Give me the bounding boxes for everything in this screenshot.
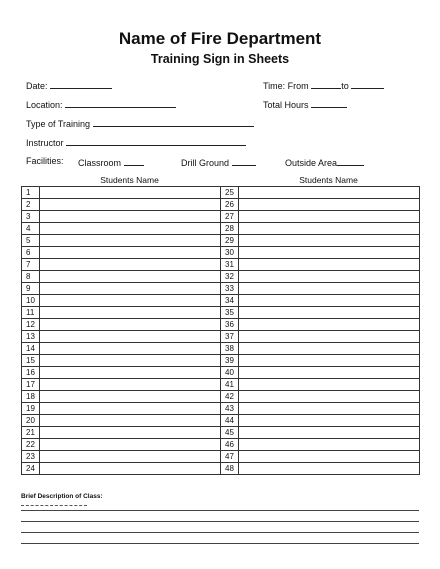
- row-number-left: 7: [22, 259, 40, 271]
- drill-ground-label: Drill Ground: [181, 158, 230, 168]
- classroom-field: [78, 156, 144, 168]
- student-name-cell-left[interactable]: [40, 187, 221, 199]
- row-number-right: 43: [221, 403, 239, 415]
- table-row: [22, 439, 420, 451]
- table-row: [22, 391, 420, 403]
- student-name-cell-right[interactable]: [239, 379, 420, 391]
- row-number-right: 32: [221, 271, 239, 283]
- row-number-left: 3: [22, 211, 40, 223]
- table-row: [22, 319, 420, 331]
- instructor-field: [26, 136, 246, 148]
- student-name-cell-right[interactable]: [239, 283, 420, 295]
- student-name-cell-right[interactable]: [239, 415, 420, 427]
- student-name-cell-right[interactable]: [239, 427, 420, 439]
- student-name-cell-right[interactable]: [239, 439, 420, 451]
- row-number-left: 20: [22, 415, 40, 427]
- student-name-cell-left[interactable]: [40, 331, 221, 343]
- description-line-3[interactable]: [21, 532, 419, 533]
- date-blank[interactable]: [50, 79, 112, 89]
- description-line-4[interactable]: [21, 543, 419, 544]
- outside-area-field: [285, 156, 364, 168]
- row-number-left: 6: [22, 247, 40, 259]
- table-row: [22, 355, 420, 367]
- table-row: [22, 295, 420, 307]
- table-row: [22, 343, 420, 355]
- description-line-2[interactable]: [21, 521, 419, 522]
- row-number-right: 28: [221, 223, 239, 235]
- table-row: [22, 223, 420, 235]
- location-label: Location:: [26, 100, 63, 110]
- facilities-label: Facilities:: [26, 156, 64, 166]
- student-name-cell-left[interactable]: [40, 271, 221, 283]
- table-row: [22, 367, 420, 379]
- classroom-label: Classroom: [78, 158, 122, 168]
- student-name-cell-right[interactable]: [239, 391, 420, 403]
- student-name-cell-left[interactable]: [40, 427, 221, 439]
- row-number-left: 11: [22, 307, 40, 319]
- row-number-left: 17: [22, 379, 40, 391]
- table-row: [22, 247, 420, 259]
- row-number-right: 42: [221, 391, 239, 403]
- student-name-cell-right[interactable]: [239, 259, 420, 271]
- row-number-right: 44: [221, 415, 239, 427]
- table-row: [22, 259, 420, 271]
- row-number-left: 8: [22, 271, 40, 283]
- page-subtitle: Training Sign in Sheets: [150, 52, 290, 66]
- student-name-cell-left[interactable]: [40, 295, 221, 307]
- row-number-right: 40: [221, 367, 239, 379]
- description-line-1[interactable]: [21, 510, 419, 511]
- student-name-cell-right[interactable]: [239, 211, 420, 223]
- row-number-left: 14: [22, 343, 40, 355]
- row-number-right: 33: [221, 283, 239, 295]
- row-number-left: 19: [22, 403, 40, 415]
- location-field: [26, 98, 176, 110]
- drill-ground-field: [181, 156, 256, 168]
- drill-ground-blank[interactable]: [232, 156, 256, 166]
- student-name-cell-left[interactable]: [40, 199, 221, 211]
- time-from-blank[interactable]: [311, 79, 341, 89]
- student-name-cell-left[interactable]: [40, 211, 221, 223]
- row-number-right: 27: [221, 211, 239, 223]
- row-number-right: 37: [221, 331, 239, 343]
- row-number-right: 35: [221, 307, 239, 319]
- row-number-right: 30: [221, 247, 239, 259]
- student-name-cell-left[interactable]: [40, 403, 221, 415]
- row-number-left: 18: [22, 391, 40, 403]
- student-name-cell-right[interactable]: [239, 367, 420, 379]
- instructor-label: Instructor: [26, 138, 64, 148]
- student-name-cell-left[interactable]: [40, 451, 221, 463]
- table-row: [22, 379, 420, 391]
- table-row: [22, 211, 420, 223]
- student-name-cell-right[interactable]: [239, 271, 420, 283]
- row-number-right: 38: [221, 343, 239, 355]
- student-name-cell-right[interactable]: [239, 307, 420, 319]
- date-field: [26, 79, 112, 91]
- total-hours-blank[interactable]: [311, 98, 347, 108]
- student-name-cell-right[interactable]: [239, 199, 420, 211]
- table-row: [22, 427, 420, 439]
- student-name-cell-left[interactable]: [40, 343, 221, 355]
- table-row: [22, 199, 420, 211]
- row-number-left: 13: [22, 331, 40, 343]
- time-field: [263, 79, 384, 91]
- row-number-left: 4: [22, 223, 40, 235]
- type-of-training-field: [26, 117, 254, 129]
- student-name-cell-left[interactable]: [40, 391, 221, 403]
- row-number-left: 24: [22, 463, 40, 475]
- type-of-training-label: Type of Training: [26, 119, 91, 129]
- student-name-cell-left[interactable]: [40, 235, 221, 247]
- student-name-cell-left[interactable]: [40, 259, 221, 271]
- students-name-header-right: Students Name: [299, 175, 358, 185]
- row-number-right: 26: [221, 199, 239, 211]
- student-name-cell-right[interactable]: [239, 355, 420, 367]
- row-number-right: 25: [221, 187, 239, 199]
- student-name-cell-left[interactable]: [40, 223, 221, 235]
- time-to-label: to: [341, 81, 349, 91]
- row-number-left: 22: [22, 439, 40, 451]
- row-number-left: 15: [22, 355, 40, 367]
- row-number-left: 10: [22, 295, 40, 307]
- row-number-right: 36: [221, 319, 239, 331]
- brief-description-label: Brief Description of Class:: [21, 493, 103, 500]
- table-row: [22, 451, 420, 463]
- student-name-cell-left[interactable]: [40, 283, 221, 295]
- total-hours-label: Total Hours: [263, 100, 309, 110]
- student-name-cell-right[interactable]: [239, 403, 420, 415]
- row-number-right: 47: [221, 451, 239, 463]
- student-name-cell-right[interactable]: [239, 451, 420, 463]
- row-number-left: 21: [22, 427, 40, 439]
- page-title: Name of Fire Department: [118, 29, 322, 48]
- instructor-blank[interactable]: [66, 136, 246, 146]
- student-name-cell-right[interactable]: [239, 331, 420, 343]
- student-name-cell-right[interactable]: [239, 187, 420, 199]
- sign-in-table: [21, 186, 420, 475]
- table-row: [22, 415, 420, 427]
- table-row: [22, 187, 420, 199]
- student-name-cell-left[interactable]: [40, 379, 221, 391]
- student-name-cell-right[interactable]: [239, 223, 420, 235]
- time-to-blank[interactable]: [351, 79, 384, 89]
- student-name-cell-left[interactable]: [40, 247, 221, 259]
- row-number-left: 2: [22, 199, 40, 211]
- description-dotted-line: [21, 505, 87, 506]
- type-of-training-blank[interactable]: [93, 117, 254, 127]
- student-name-cell-left[interactable]: [40, 463, 221, 475]
- row-number-left: 1: [22, 187, 40, 199]
- time-from-label: Time: From: [263, 81, 309, 91]
- student-name-cell-right[interactable]: [239, 343, 420, 355]
- row-number-left: 23: [22, 451, 40, 463]
- student-name-cell-right[interactable]: [239, 463, 420, 475]
- sign-in-table-body: [22, 187, 420, 475]
- row-number-right: 46: [221, 439, 239, 451]
- row-number-left: 16: [22, 367, 40, 379]
- row-number-left: 12: [22, 319, 40, 331]
- table-row: [22, 463, 420, 475]
- classroom-blank[interactable]: [124, 156, 144, 166]
- location-blank[interactable]: [65, 98, 176, 108]
- student-name-cell-right[interactable]: [239, 235, 420, 247]
- total-hours-field: [263, 98, 347, 110]
- table-row: [22, 331, 420, 343]
- table-row: [22, 403, 420, 415]
- students-name-header-left: Students Name: [100, 175, 159, 185]
- table-row: [22, 235, 420, 247]
- student-name-cell-left[interactable]: [40, 367, 221, 379]
- student-name-cell-left[interactable]: [40, 415, 221, 427]
- outside-area-blank[interactable]: [337, 156, 364, 166]
- student-name-cell-left[interactable]: [40, 439, 221, 451]
- student-name-cell-left[interactable]: [40, 307, 221, 319]
- student-name-cell-right[interactable]: [239, 247, 420, 259]
- date-label: Date:: [26, 81, 48, 91]
- row-number-left: 9: [22, 283, 40, 295]
- row-number-right: 31: [221, 259, 239, 271]
- row-number-right: 29: [221, 235, 239, 247]
- outside-area-label: Outside Area: [285, 158, 338, 168]
- row-number-right: 34: [221, 295, 239, 307]
- table-row: [22, 283, 420, 295]
- student-name-cell-left[interactable]: [40, 355, 221, 367]
- student-name-cell-right[interactable]: [239, 319, 420, 331]
- student-name-cell-right[interactable]: [239, 295, 420, 307]
- table-row: [22, 271, 420, 283]
- table-row: [22, 307, 420, 319]
- row-number-right: 45: [221, 427, 239, 439]
- row-number-right: 41: [221, 379, 239, 391]
- student-name-cell-left[interactable]: [40, 319, 221, 331]
- row-number-left: 5: [22, 235, 40, 247]
- row-number-right: 39: [221, 355, 239, 367]
- row-number-right: 48: [221, 463, 239, 475]
